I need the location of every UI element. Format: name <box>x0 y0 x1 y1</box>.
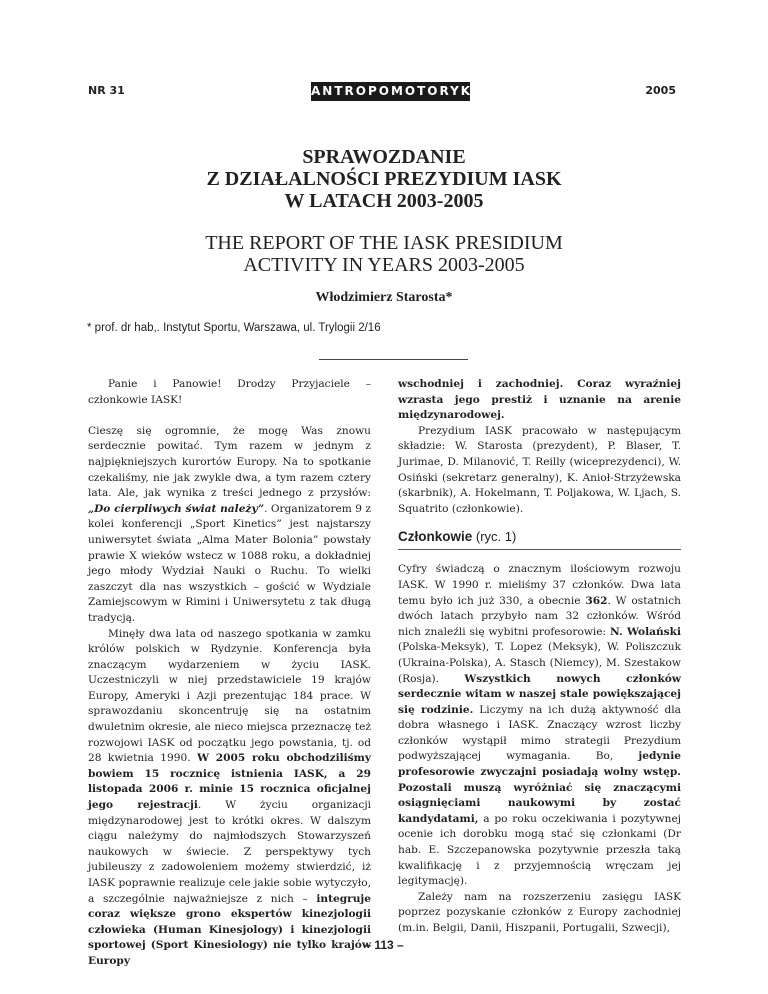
paragraph: Zależy nam na rozszerzeniu zasięgu IASK poprzez pozyskanie członków z Europy zachodniej (m.in. Belgii, Danii, Hiszpanii, Portugalii, Szwecji), <box>398 890 681 934</box>
right-column <box>398 377 681 937</box>
emphasis: wschodniej i zachodniej. Coraz wyraźniej wzrasta jego prestiż i uznanie na arenie międzynarodowej. <box>398 378 681 422</box>
paragraph <box>398 377 681 424</box>
author-name: Włodzimierz Starosta* <box>315 290 453 305</box>
journal-title-banner: ANTROPOMOTORYKA <box>311 82 470 101</box>
title-english-line: ACTIVITY IN YEARS 2003-2005 <box>243 254 525 276</box>
paragraph <box>88 424 371 627</box>
text: Liczymy na ich dużą aktywność dla dobra własnego i IASK. Znaczący wzrost liczby członków wystąpił mimo strategii Prezydium podwyższającej wymagania. Bo, <box>398 703 681 763</box>
section-heading-members <box>398 529 681 550</box>
text: . W ostatnich dwóch latach przybyło nam 32 członków. Wśród nich znaleźli się wybitni profesorowie: <box>398 594 682 638</box>
section-heading-figure-ref: (ryc. 1) <box>472 529 517 545</box>
publication-year: 2005 <box>645 84 676 97</box>
proverb-quote: „Do cierpliwych świat należy” <box>88 502 265 515</box>
emphasis: W 2005 roku obchodziliśmy bowiem 15 rocznicę istnienia IASK, a 29 listopada 2006 r. minie 15 rocznica oficjalnej jego rejestracji <box>88 752 371 812</box>
author-affiliation-footnote: * prof. dr hab,. Instytut Sportu, Warszawa, ul. Trylogii 2/16 <box>87 322 381 334</box>
text: (Polska-Meksyk), T. Lopez (Meksyk), W. Poliszczuk (Ukraina-Polska), A. Stasch (Niemcy), M. Szestakow (Rosja). <box>398 641 681 685</box>
text: a po roku oczekiwania i pozytywnej ocenie ich dorobku mogą stać się członkami (Dr hab. E. Szczepanowska pozytywnie przeszła taką kwalifikację i z przyjemnością wręczam jej legitymację). <box>398 812 681 888</box>
title-polish-line: Z DZIAŁALNOŚCI PREZYDIUM IASK <box>206 168 562 190</box>
divider-line <box>319 359 468 360</box>
paragraph: Prezydium IASK pracowało w następującym składzie: W. Starosta (prezydent), P. Blaser, T. Jurimae, D. Milanović, T. Reilly (wiceprezydenci), W. Osiński (sekretarz generalny), K. Anioł-Strzyżewska (skarbnik), A. Hokelmann, T. Poljakowa, W. Ljach, S. Squatrito (członkowie). <box>398 424 681 515</box>
salutation: Panie i Panowie! Drodzy Przyjaciele – członkowie IASK! <box>88 378 371 406</box>
emphasis: jedynie profesorowie zwyczajni posiadają wolny wstęp. Pozostali muszą wyróżniać się znaczącymi osiągnięciami naukowymi by zostać kandydatami, <box>398 750 681 825</box>
paragraph <box>88 627 371 970</box>
text: . Organizatorem 9 z kolei konferencji „Sport Kinetics” jest najstarszy uniwersytet świata „Alma Mater Bolonia” powstały prawie X wieków wstecz w 1088 roku, a dokładniej jego młody Wydział Nauki o Ruchu. To wielki zaszczyt dla nas wszystkich – gościć w Wydziale Zamiejscowym w Rimini i Uniwersytetu z tak długą tradycją. <box>88 502 371 624</box>
text: Cyfry świadczą o znacznym ilościowym rozwoju IASK. W 1990 r. mieliśmy 37 członków. Dwa lata temu było ich już 330, a obecnie <box>398 563 681 607</box>
member-count: 362 <box>585 594 608 607</box>
page-number: – 113 – <box>364 938 404 952</box>
emphasis: Wszystkich nowych członków serdecznie witam w naszej stale powiększającej się rodzinie. <box>398 672 681 716</box>
issue-number: NR 31 <box>88 84 125 97</box>
title-english-line: THE REPORT OF THE IASK PRESIDIUM <box>205 232 563 254</box>
emphasis: integruje coraz większe grono ekspertów kinezjologii człowieka (Human Kinesjology) i kinezjologii sportowej (Sport Kinesiology) nie tylko krajów Europy <box>88 892 371 967</box>
title-polish <box>0 146 768 212</box>
paragraph <box>398 562 681 889</box>
text: Minęły dwa lata od naszego spotkania w zamku królów polskich w Rydzynie. Konferencja była znaczącym wydarzeniem w życiu IASK. Uczestniczyli w niej przedstawiciele 19 krajów Europy, Ameryki i Azji prezentując 184 prace. W sprawozdaniu skoncentruję się na ostatnim dwuletnim okresie, ale nieco miejsca przeznaczę też rozwojowi IASK od początku jego powstania, tj. od 28 kwietnia 1990. <box>88 627 371 765</box>
left-column <box>88 377 371 970</box>
text: Cieszę się ogromnie, że mogę Was znowu serdecznie powitać. Tym razem w jednym z najpiękniejszych kurortów Europy. Na to spotkanie czekaliśmy, nie jak zwykle dwa, a tym razem cztery lata. Ale, jak wynika z treści jednego z przysłów: <box>88 424 371 500</box>
text: . W życiu organizacji międzynarodowej jest to krótki okres. W dalszym ciągu należymy do najmłodszych Stowarzyszeń naukowych w świecie. Z perspektywy tych jubileuszy z zadowoleniem możemy stwierdzić, iż IASK poprawnie realizuje cele jakie sobie wytyczyło, a szczególnie najważniejsze z nich – <box>88 799 371 905</box>
title-polish-line: W LATACH 2003-2005 <box>284 190 484 212</box>
title-polish-line: SPRAWOZDANIE <box>302 146 466 168</box>
title-english <box>0 232 768 276</box>
section-heading-title: Członkowie <box>398 529 473 545</box>
professor-name: N. Wolański <box>610 625 681 638</box>
